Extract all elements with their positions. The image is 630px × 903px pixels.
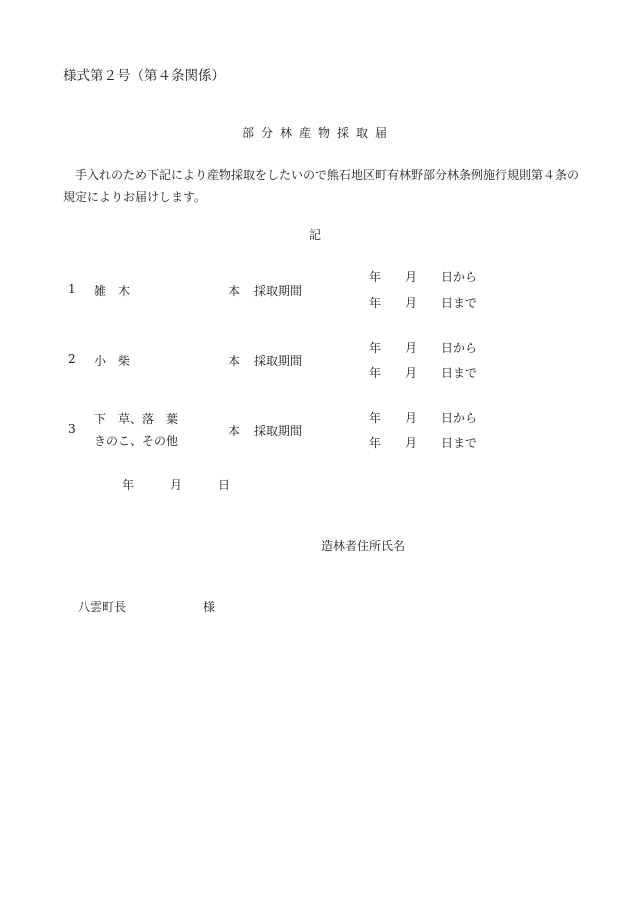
- submission-date: 年 月 日: [122, 478, 231, 492]
- item-number: 1: [68, 282, 76, 296]
- document-title: 部分林産物採取届: [241, 126, 394, 140]
- honorific: 様: [203, 600, 216, 614]
- item-product-line2: きのこ、その他: [94, 434, 179, 448]
- item-product: 雑 木: [94, 284, 131, 298]
- item-period-label: 採取期間: [254, 424, 303, 438]
- ki-heading: 記: [308, 228, 321, 242]
- item-period-end: 年 月 日まで: [369, 296, 478, 310]
- form-number: 様式第２号（第４条関係）: [63, 68, 225, 84]
- intro-paragraph: 手入れのため下記により産物採取をしたいので熊石地区町有林野部分林条例施行規則第４条の規定によりお届けします。: [63, 168, 580, 204]
- item-period-end: 年 月 日まで: [369, 436, 478, 450]
- item-number: 3: [68, 422, 76, 436]
- item-product: 小 柴: [94, 354, 131, 368]
- item-period-label: 採取期間: [254, 284, 303, 298]
- item-period-start: 年 月 日から: [369, 341, 478, 355]
- item-period-start: 年 月 日から: [369, 411, 478, 425]
- addressee: 八雲町長: [78, 600, 127, 614]
- item-unit: 本: [228, 424, 241, 438]
- item-number: 2: [68, 352, 76, 366]
- applicant-label: 造林者住所氏名: [321, 539, 406, 553]
- item-unit: 本: [228, 354, 241, 368]
- item-product: 下 草、落 葉: [94, 412, 179, 426]
- item-period-end: 年 月 日まで: [369, 366, 478, 380]
- item-unit: 本: [228, 284, 241, 298]
- item-period-start: 年 月 日から: [369, 270, 478, 284]
- item-period-label: 採取期間: [254, 354, 303, 368]
